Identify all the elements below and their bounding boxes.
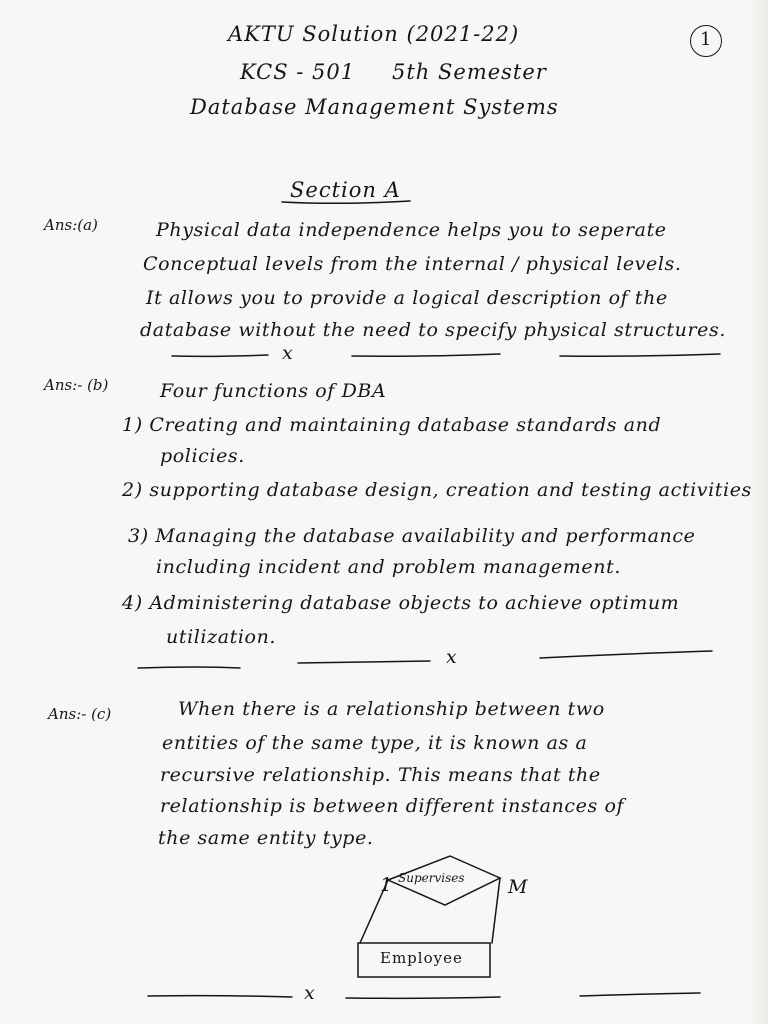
answer-b-item-3: 3) Managing the database availability and performance <box>128 525 696 547</box>
separator-mark-3: x <box>304 982 316 1004</box>
answer-b-item-2: 2) supporting database design, creation and testing activities <box>122 479 752 501</box>
answer-c-line-2: entities of the same type, it is known as a <box>162 732 588 754</box>
section-heading: Section A <box>290 178 401 202</box>
answer-c-label: Ans:- (c) <box>48 705 112 723</box>
answer-b-item-1-cont: policies. <box>160 445 245 467</box>
page-header-title: AKTU Solution (2021-22) <box>228 22 520 46</box>
answer-b-heading: Four functions of DBA <box>160 380 387 402</box>
answer-c-line-1: When there is a relationship between two <box>178 698 605 720</box>
page-number: 1 <box>700 29 712 50</box>
answer-b-item-3-cont: including incident and problem management. <box>156 556 621 578</box>
entity-label: Employee <box>380 949 463 967</box>
separator-line-2b <box>298 661 430 663</box>
answer-a-line-2: Conceptual levels from the internal / physical levels. <box>143 253 682 275</box>
answer-b-item-4-cont: utilization. <box>166 626 277 648</box>
separator-line-2c <box>540 651 712 658</box>
cardinality-left: 1 <box>380 874 393 896</box>
answer-b-item-1: 1) Creating and maintaining database standards and <box>122 414 662 436</box>
answer-c-line-4: relationship is between different instances of <box>160 795 625 817</box>
answer-b-item-4: 4) Administering database objects to achieve optimum <box>122 592 680 614</box>
relationship-label: Supervises <box>398 871 465 885</box>
separator-line-3b <box>346 997 500 998</box>
separator-line-3a <box>148 996 292 997</box>
section-underline <box>282 201 410 203</box>
subject-title: Database Management Systems <box>190 95 559 119</box>
answer-b-label: Ans:- (b) <box>44 376 109 394</box>
connector-right <box>492 878 500 943</box>
course-code: KCS - 501 <box>240 60 356 84</box>
separator-mark-1: x <box>282 342 294 364</box>
semester: 5th Semester <box>392 60 547 84</box>
separator-line-1c <box>560 354 720 356</box>
separator-line-3c <box>580 993 700 996</box>
answer-a-label: Ans:(a) <box>44 216 98 234</box>
answer-c-line-5: the same entity type. <box>158 827 374 849</box>
answer-a-line-1: Physical data independence helps you to seperate <box>156 219 667 241</box>
answer-c-line-3: recursive relationship. This means that the <box>160 764 601 786</box>
separator-line-1b <box>352 354 500 356</box>
answer-a-line-4: database without the need to specify physical structures. <box>140 319 726 341</box>
separator-line-1a <box>172 355 268 356</box>
separator-mark-2: x <box>446 646 458 668</box>
answer-a-line-3: It allows you to provide a logical description of the <box>146 287 668 309</box>
cardinality-right: M <box>508 876 529 898</box>
separator-line-2a <box>138 667 240 668</box>
